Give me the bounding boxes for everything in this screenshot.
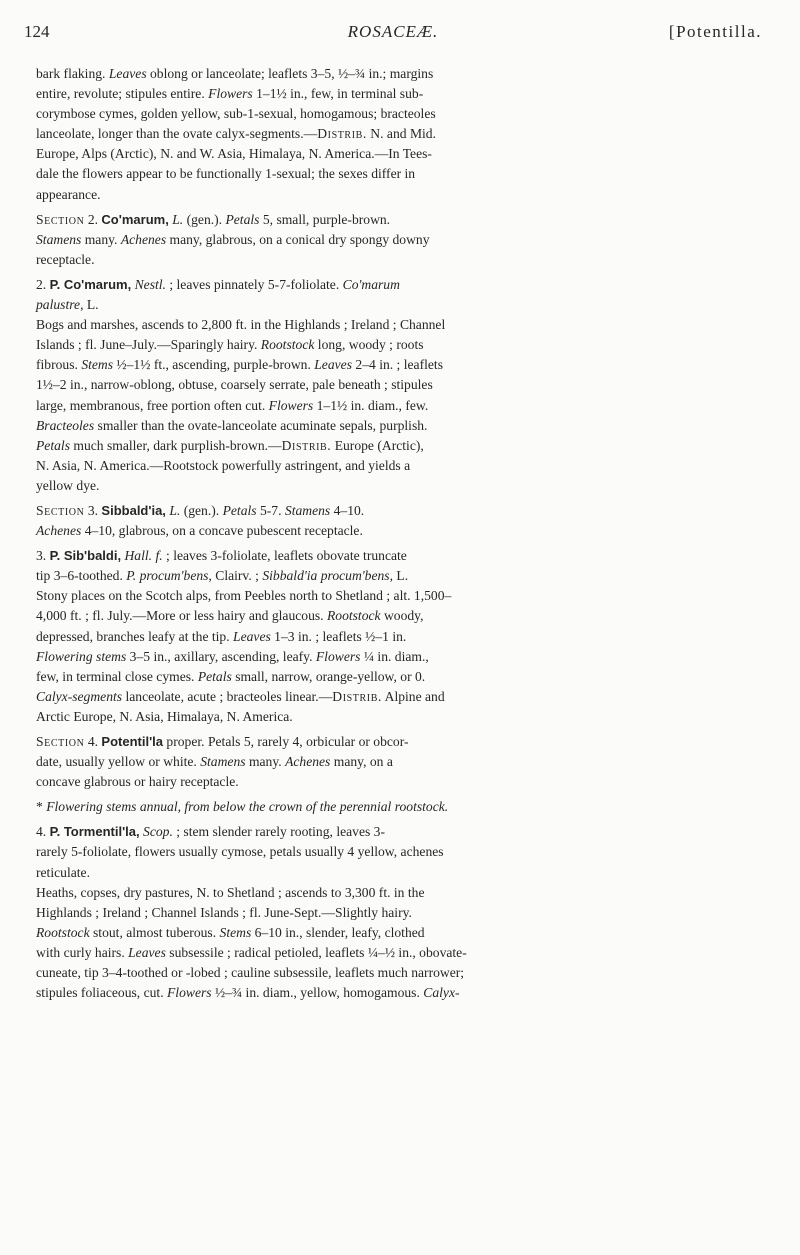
subgroup-heading <box>36 797 766 817</box>
text-line: Flowering stems 3–5 in., axillary, ascending, leafy. Flowers ¼ in. diam., <box>36 648 429 664</box>
text-line: bark flaking. Leaves oblong or lanceolate; leaflets 3–5, ½–¾ in.; margins <box>36 66 434 81</box>
text-line: Bogs and marshes, ascends to 2,800 ft. in the Highlands ; Ireland ; Channel <box>36 317 446 333</box>
section-3-sibbaldia <box>36 501 766 541</box>
text-line: tip 3–6-toothed. P. procum'bens, Clairv. ; Sibbald'ia procum'bens, L. <box>36 568 409 584</box>
text-line: date, usually yellow or white. Stamens many. Achenes many, on a <box>36 754 393 770</box>
species-comarum <box>36 275 766 496</box>
text-line: lanceolate, longer than the ovate calyx-segments.—Distrib. N. and Mid. <box>36 126 437 142</box>
text-line: with curly hairs. Leaves subsessile ; radical petioled, leaflets ¼–½ in., obovate- <box>36 944 467 960</box>
text-line: Stony places on the Scotch alps, from Peebles north to Shetland ; alt. 1,500– <box>36 588 452 604</box>
text-line: depressed, branches leafy at the tip. Leaves 1–3 in. ; leaflets ½–1 in. <box>36 628 407 644</box>
text-line: 1½–2 in., narrow-oblong, obtuse, coarsely serrate, pale beneath ; stipules <box>36 377 433 393</box>
text-line: Heaths, copses, dry pastures, N. to Shetland ; ascends to 3,300 ft. in the <box>36 884 425 900</box>
running-header <box>24 22 762 46</box>
text-line: Bracteoles smaller than the ovate-lanceolate acuminate sepals, purplish. <box>36 417 428 433</box>
text-line: reticulate. <box>36 864 90 880</box>
text-line: stipules foliaceous, cut. Flowers ½–¾ in. diam., yellow, homogamous. Calyx- <box>36 985 460 1001</box>
text-line: Achenes 4–10, glabrous, on a concave pubescent receptacle. <box>36 523 363 539</box>
text-line: large, membranous, free portion often cut. Flowers 1–1½ in. diam., few. <box>36 397 429 413</box>
text-line: Stamens many. Achenes many, glabrous, on a conical dry spongy downy <box>36 231 430 247</box>
species-tormentilla <box>36 822 766 1003</box>
text-line: dale the flowers appear to be functionally 1-sexual; the sexes differ in <box>36 166 416 182</box>
text-line: Section 3. Sibbald'ia, L. (gen.). Petals 5-7. Stamens 4–10. <box>36 502 365 518</box>
text-line: Section 2. Co'marum, L. (gen.). Petals 5, small, purple-brown. <box>36 211 391 227</box>
genus-heading: [Potentilla. <box>668 22 762 41</box>
text-line: * Flowering stems annual, from below the crown of the perennial rootstock. <box>36 799 449 815</box>
text-line: entire, revolute; stipules entire. Flowers 1–1½ in., few, in terminal sub- <box>36 86 424 102</box>
text-line: 4. P. Tormentil'la, Scop. ; stem slender rarely rooting, leaves 3- <box>36 824 386 840</box>
section-4-potentilla <box>36 732 766 792</box>
page-number: 124 <box>24 22 50 41</box>
text-line: Europe, Alps (Arctic), N. and W. Asia, Himalaya, N. America.—In Tees- <box>36 146 432 162</box>
text-line: Islands ; fl. June–July.—Sparingly hairy. Rootstock long, woody ; roots <box>36 337 424 353</box>
text-line: yellow dye. <box>36 477 100 493</box>
text-line: receptacle. <box>36 251 95 267</box>
text-line: N. Asia, N. America.—Rootstock powerfully astringent, and yields a <box>36 457 411 473</box>
family-heading: ROSACEÆ. <box>347 22 439 41</box>
text-line: Calyx-segments lanceolate, acute ; bracteoles linear.—Distrib. Alpine and <box>36 688 445 704</box>
text-line: appearance. <box>36 186 101 202</box>
text-line: concave glabrous or hairy receptacle. <box>36 774 239 790</box>
text-line: Highlands ; Ireland ; Channel Islands ; fl. June-Sept.—Slightly hairy. <box>36 904 412 920</box>
text-body <box>36 64 766 1003</box>
paragraph-continuation <box>36 64 766 205</box>
text-line: Petals much smaller, dark purplish-brown.—Distrib. Europe (Arctic), <box>36 437 424 453</box>
text-line: cuneate, tip 3–4-toothed or -lobed ; cauline subsessile, leaflets much narrower; <box>36 965 465 981</box>
text-line: corymbose cymes, golden yellow, sub-1-sexual, homogamous; bracteoles <box>36 106 436 122</box>
text-line: Arctic Europe, N. Asia, Himalaya, N. America. <box>36 708 293 724</box>
text-line: 4,000 ft. ; fl. July.—More or less hairy and glaucous. Rootstock woody, <box>36 608 424 624</box>
text-line: few, in terminal close cymes. Petals small, narrow, orange-yellow, or 0. <box>36 668 426 684</box>
species-sibbaldi <box>36 546 766 727</box>
text-line: rarely 5-foliolate, flowers usually cymose, petals usually 4 yellow, achenes <box>36 844 444 860</box>
text-line: 2. P. Co'marum, Nestl. ; leaves pinnately 5-7-foliolate. Co'marum <box>36 276 400 292</box>
text-line: Rootstock stout, almost tuberous. Stems 6–10 in., slender, leafy, clothed <box>36 924 425 940</box>
text-line: fibrous. Stems ½–1½ ft., ascending, purple-brown. Leaves 2–4 in. ; leaflets <box>36 357 443 373</box>
text-line: 3. P. Sib'baldi, Hall. f. ; leaves 3-foliolate, leaflets obovate truncate <box>36 548 407 564</box>
text-line: palustre, L. <box>36 297 99 313</box>
section-2-comarum <box>36 210 766 270</box>
text-line: Section 4. Potentil'la proper. Petals 5, rarely 4, orbicular or obcor- <box>36 734 409 749</box>
